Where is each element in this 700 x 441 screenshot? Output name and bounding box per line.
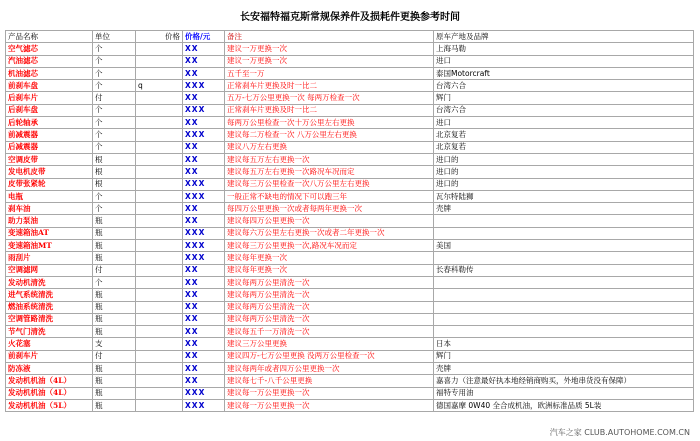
maintenance-table [5,30,694,412]
header-unit: 单位 [93,31,136,43]
cell-unit: 付 [93,92,136,104]
cell-note: 建议一万更换一次 [225,43,434,55]
cell-name: 变速箱油MT [6,240,93,252]
cell-unit: 瓶 [93,301,136,313]
cell-price [136,313,183,325]
table-row [6,363,694,375]
cell-unit: 瓶 [93,326,136,338]
cell-price [136,301,183,313]
table-row [6,43,694,55]
cell-mark: XX [183,92,225,104]
cell-price [136,190,183,202]
cell-name: 后刹车盘 [6,104,93,116]
cell-price [136,178,183,190]
cell-note: 建议三万公里更换 [225,338,434,350]
cell-note: 建议每四万公里更换一次 [225,215,434,227]
cell-name: 空调滤网 [6,264,93,276]
cell-unit: 个 [93,276,136,288]
cell-note: 正常刹车片更换及时一比二 [225,80,434,92]
cell-note: 建议每二万检查一次 八万公里左右更换 [225,129,434,141]
cell-origin [434,227,694,239]
cell-name: 发动机机油（5L） [6,399,93,411]
table-row [6,55,694,67]
cell-origin: 日本 [434,338,694,350]
cell-name: 燃油系统清洗 [6,301,93,313]
cell-price [136,363,183,375]
cell-mark: XXX [183,104,225,116]
cell-note: 建议八万左右更换 [225,141,434,153]
cell-note: 建议每三万公里更换一次,路况车况而定 [225,240,434,252]
cell-note: 五万-七万公里更换一次 每两万检查一次 [225,92,434,104]
cell-unit: 个 [93,203,136,215]
cell-name: 电瓶 [6,190,93,202]
cell-unit: 根 [93,166,136,178]
cell-origin: 嘉喜力（注意最好执本地经销商购买，外地串货没有保障） [434,375,694,387]
cell-note: 建议四万-七万公里更换 没两万公里检查一次 [225,350,434,362]
table-row [6,399,694,411]
table-body [6,43,694,412]
cell-note: 建议每一万公里更换一次 [225,399,434,411]
cell-note: 建议每年更换一次 [225,264,434,276]
cell-origin [434,326,694,338]
cell-origin: 德国嘉摩 0W40 全合成机油，欧洲标准品质 5L装 [434,399,694,411]
cell-name: 后减震器 [6,141,93,153]
cell-note: 建议每七千-八千公里更换 [225,375,434,387]
header-price: 价格 [136,31,183,43]
table-row [6,141,694,153]
cell-note: 建议每两万公里清洗一次 [225,301,434,313]
cell-price [136,166,183,178]
table-row [6,375,694,387]
cell-note: 正常刹车片更换及时一比二 [225,104,434,116]
cell-name: 火花塞 [6,338,93,350]
cell-price [136,203,183,215]
cell-name: 刹车油 [6,203,93,215]
table-row [6,104,694,116]
cell-unit: 瓶 [93,363,136,375]
cell-price [136,141,183,153]
cell-note: 五千至一万 [225,67,434,79]
cell-unit: 瓶 [93,215,136,227]
cell-origin [434,313,694,325]
cell-unit: 瓶 [93,240,136,252]
cell-price: q [136,80,183,92]
cell-note: 建议每五万左右更换一次 [225,153,434,165]
cell-unit: 个 [93,141,136,153]
cell-price [136,338,183,350]
cell-origin [434,276,694,288]
header-origin: 原车产地及品牌 [434,31,694,43]
cell-note: 建议每两万公里清洗一次 [225,289,434,301]
cell-name: 助力泵油 [6,215,93,227]
cell-price [136,153,183,165]
table-row [6,215,694,227]
cell-unit: 瓶 [93,227,136,239]
cell-mark: XX [183,43,225,55]
cell-note: 建议一万更换一次 [225,55,434,67]
cell-unit: 个 [93,190,136,202]
cell-price [136,67,183,79]
cell-name: 雨刮片 [6,252,93,264]
cell-unit: 根 [93,178,136,190]
cell-mark: XXX [183,399,225,411]
cell-price [136,227,183,239]
cell-unit: 瓶 [93,252,136,264]
table-row [6,338,694,350]
cell-origin: 台湾六合 [434,80,694,92]
cell-unit: 付 [93,264,136,276]
cell-note: 每四万公里更换一次或者每两年更换一次 [225,203,434,215]
cell-name: 空气滤芯 [6,43,93,55]
cell-unit: 个 [93,129,136,141]
cell-note: 每两万公里检查一次十万公里左右更换 [225,117,434,129]
cell-unit: 瓶 [93,375,136,387]
table-row [6,301,694,313]
cell-mark: XXX [183,227,225,239]
cell-price [136,350,183,362]
cell-name: 节气门清洗 [6,326,93,338]
table-row [6,264,694,276]
cell-origin: 福特专用油 [434,387,694,399]
cell-mark: XXX [183,178,225,190]
cell-unit: 个 [93,67,136,79]
cell-name: 进气系统清洗 [6,289,93,301]
cell-note: 建议每两万公里清洗一次 [225,313,434,325]
cell-price [136,252,183,264]
table-row [6,326,694,338]
cell-name: 后轮轴承 [6,117,93,129]
table-row [6,92,694,104]
table-row [6,178,694,190]
table-row [6,190,694,202]
cell-price [136,92,183,104]
cell-name: 机油滤芯 [6,67,93,79]
cell-mark: XXX [183,240,225,252]
cell-price [136,55,183,67]
cell-origin: 进口的 [434,178,694,190]
table-row [6,240,694,252]
cell-origin: 瓦尔特陆狮 [434,190,694,202]
table-row [6,276,694,288]
cell-mark: XX [183,350,225,362]
cell-origin: 美国 [434,240,694,252]
page-title: 长安福特福克斯常规保养件及损耗件更换参考时间 [240,12,460,23]
cell-mark: XXX [183,129,225,141]
cell-unit: 个 [93,80,136,92]
cell-unit: 瓶 [93,313,136,325]
table-row [6,153,694,165]
table-row [6,387,694,399]
cell-mark: XX [183,55,225,67]
cell-origin: 壳牌 [434,203,694,215]
cell-mark: XX [183,363,225,375]
cell-mark: XX [183,141,225,153]
cell-origin: 进口 [434,117,694,129]
cell-mark: XXX [183,252,225,264]
cell-unit: 个 [93,104,136,116]
cell-mark: XX [183,338,225,350]
cell-unit: 个 [93,43,136,55]
cell-name: 汽油滤芯 [6,55,93,67]
cell-price [136,240,183,252]
cell-note: 建议每五万左右更换一次路况车况而定 [225,166,434,178]
cell-origin: 进口的 [434,153,694,165]
cell-unit: 瓶 [93,399,136,411]
cell-origin: 进口的 [434,166,694,178]
cell-price [136,326,183,338]
cell-unit: 个 [93,55,136,67]
cell-origin: 北京复若 [434,129,694,141]
cell-mark: XXX [183,80,225,92]
table-row [6,252,694,264]
cell-mark: XX [183,203,225,215]
cell-mark: XXX [183,190,225,202]
cell-price [136,215,183,227]
cell-mark: XX [183,67,225,79]
cell-note: 建议每六万公里左右更换一次或者二年更换一次 [225,227,434,239]
table-row [6,67,694,79]
header-note: 备注 [225,31,434,43]
cell-name: 前减震器 [6,129,93,141]
table-header-row [6,31,694,43]
table-row [6,166,694,178]
cell-name: 前刹车片 [6,350,93,362]
cell-mark: XX [183,276,225,288]
table-row [6,117,694,129]
cell-origin: 台湾六合 [434,104,694,116]
table-row [6,129,694,141]
table-row [6,80,694,92]
table-row [6,289,694,301]
cell-mark: XX [183,301,225,313]
cell-name: 皮带张紧轮 [6,178,93,190]
cell-price [136,117,183,129]
cell-origin [434,215,694,227]
cell-unit: 个 [93,117,136,129]
header-name: 产品名称 [6,31,93,43]
cell-origin: 辉门 [434,92,694,104]
cell-name: 防冻液 [6,363,93,375]
cell-price [136,43,183,55]
cell-name: 后刹车片 [6,92,93,104]
cell-origin: 长春科勒传 [434,264,694,276]
table-row [6,227,694,239]
table-row [6,313,694,325]
table-row [6,203,694,215]
cell-origin: 壳牌 [434,363,694,375]
cell-note: 建议每两年或者四万公里更换一次 [225,363,434,375]
cell-unit: 根 [93,153,136,165]
cell-name: 空调管路清洗 [6,313,93,325]
watermark: 汽车之家 CLUB.AUTOHOME.COM.CN [549,428,690,437]
cell-unit: 瓶 [93,289,136,301]
cell-name: 空调皮带 [6,153,93,165]
cell-unit: 付 [93,350,136,362]
cell-mark: XX [183,313,225,325]
header-price-level: 价格/元 [183,31,225,43]
cell-price [136,387,183,399]
cell-note: 建议每三万公里检查一次八万公里左右更换 [225,178,434,190]
cell-name: 变速箱油AT [6,227,93,239]
cell-unit: 瓶 [93,387,136,399]
cell-mark: XX [183,326,225,338]
cell-origin: 泰国Motorcraft [434,67,694,79]
cell-name: 发动机机油（4L） [6,387,93,399]
cell-origin [434,301,694,313]
cell-unit: 支 [93,338,136,350]
cell-mark: XX [183,153,225,165]
cell-note: 一般正常不缺电的情况下可以跑三年 [225,190,434,202]
cell-mark: XX [183,289,225,301]
cell-mark: XX [183,375,225,387]
cell-price [136,375,183,387]
cell-name: 发电机皮带 [6,166,93,178]
cell-mark: XX [183,117,225,129]
cell-origin: 辉门 [434,350,694,362]
cell-note: 建议每两万公里清洗一次 [225,276,434,288]
cell-mark: XX [183,264,225,276]
cell-price [136,104,183,116]
cell-price [136,289,183,301]
cell-origin: 北京复若 [434,141,694,153]
cell-name: 发动机机油（4L） [6,375,93,387]
cell-origin: 进口 [434,55,694,67]
cell-mark: XX [183,215,225,227]
cell-note: 建议每年更换一次 [225,252,434,264]
cell-price [136,129,183,141]
cell-note: 建议每五千一万清洗一次 [225,326,434,338]
cell-origin: 上海马勒 [434,43,694,55]
cell-mark: XXX [183,387,225,399]
cell-name: 发动机清洗 [6,276,93,288]
cell-price [136,264,183,276]
cell-name: 前刹车盘 [6,80,93,92]
cell-origin [434,252,694,264]
cell-mark: XX [183,166,225,178]
cell-price [136,276,183,288]
cell-origin [434,289,694,301]
table-row [6,350,694,362]
cell-price [136,399,183,411]
cell-note: 建议每一万公里更换一次 [225,387,434,399]
